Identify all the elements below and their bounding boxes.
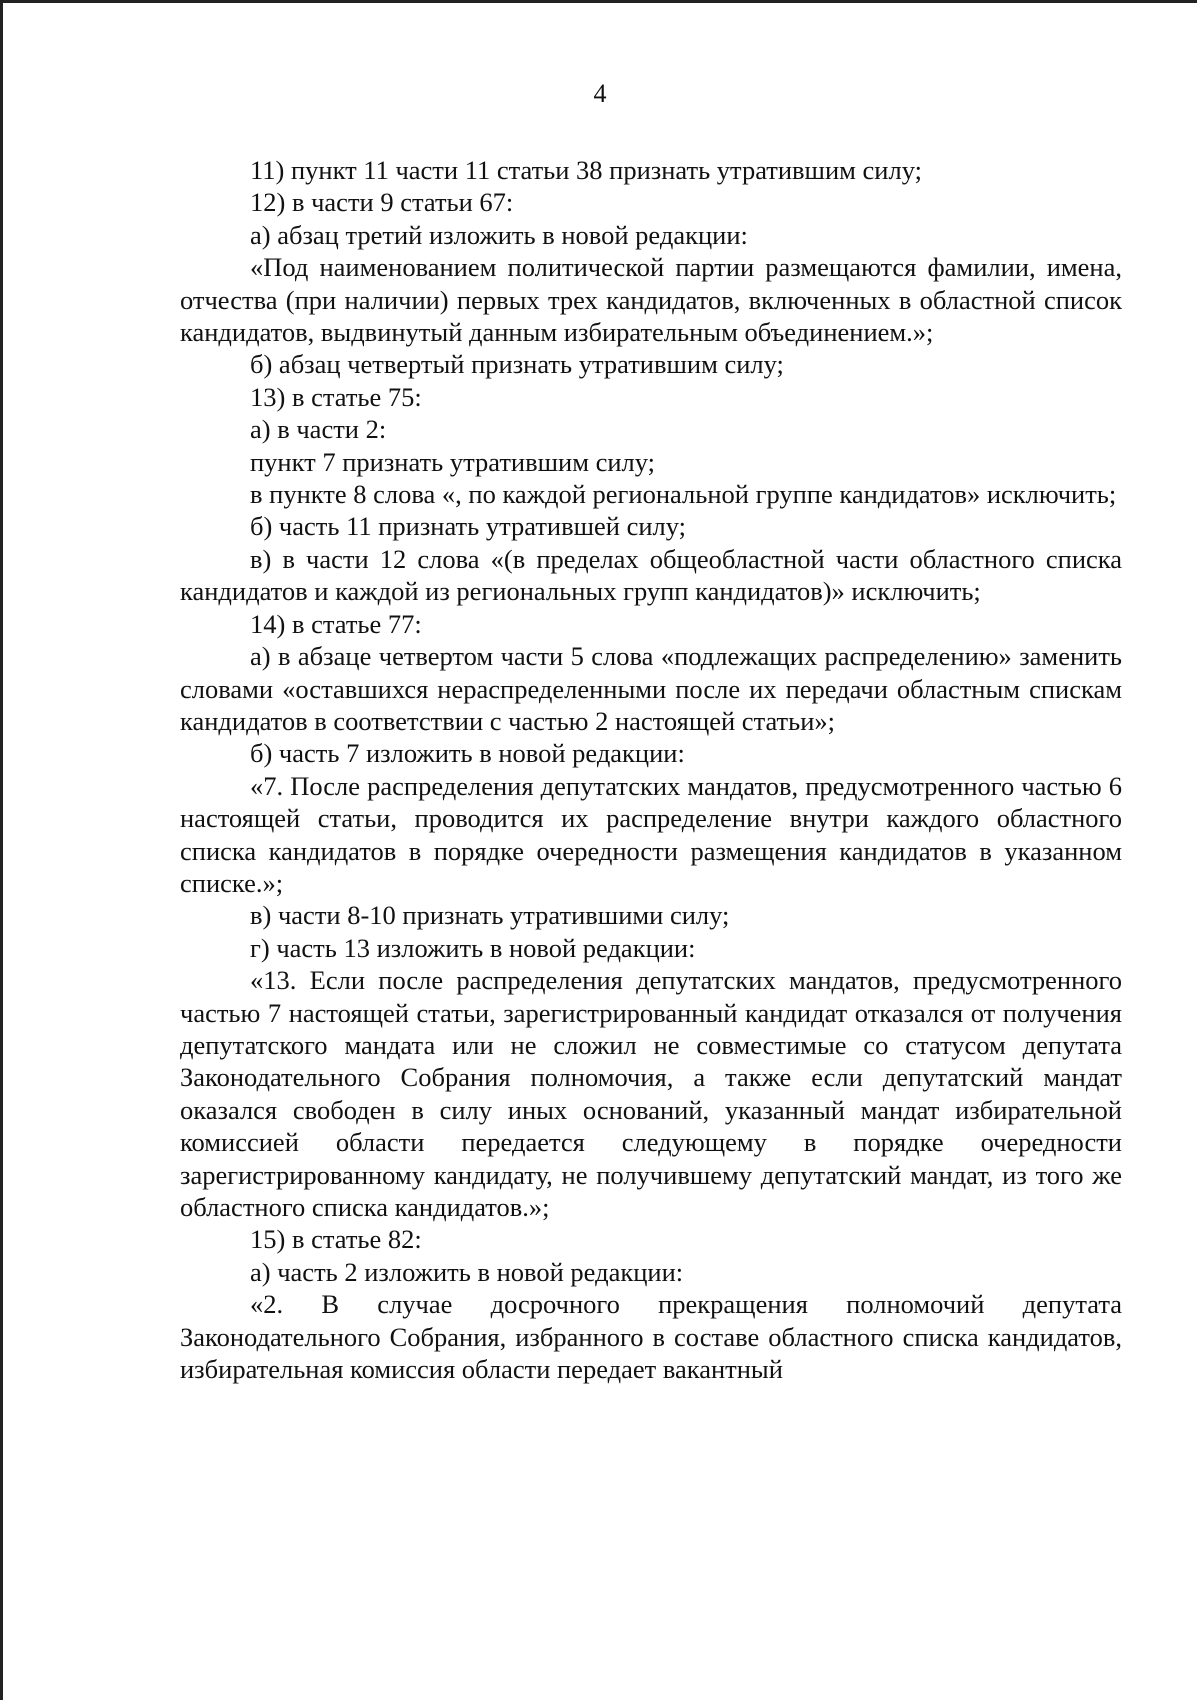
paragraph-1: 11) пункт 11 части 11 статьи 38 признать утратившим силу; <box>250 155 922 185</box>
page-number: 4 <box>593 79 607 108</box>
paragraph-18: «13. Если после распределения депутатских мандатов, предусмотренного частью 7 настоящей статьи, зарегистрированный кандидат отказался от получения депутатского мандата или не сложил не совместимые со статусом депутата Законодательного Собрания полномочия, а также если депутатский мандат оказался свободен в силу иных оснований, указанный мандат избирательной комиссией области передается следующему в порядке очередности зарегистрированному кандидату, не получившему депутатский мандат, из того же областного списка кандидатов.»; <box>180 965 1122 1222</box>
paragraph-13: а) в абзаце четвертом части 5 слова «подлежащих распределению» заменить словами «оставшихся нераспределенными после их передачи областным спискам кандидатов в соответствии с частью 2 настоящей статьи»; <box>180 641 1122 736</box>
paragraph-5: б) абзац четвертый признать утратившим силу; <box>250 349 784 380</box>
paragraph-7: а) в части 2: <box>250 414 387 445</box>
paragraph-12: 14) в статье 77: <box>250 608 422 639</box>
paragraph-4: «Под наименованием политической партии размещаются фамилии, имена, отчества (при наличии) первых трех кандидатов, включенных в областной список кандидатов, выдвинутый данным избирательным объединением.»; <box>180 252 1122 348</box>
document-body <box>180 154 1122 1385</box>
paragraph-17: г) часть 13 изложить в новой редакции: <box>250 932 696 963</box>
paragraph-2: 12) в части 9 статьи 67: <box>250 187 514 218</box>
paragraph-20: а) часть 2 изложить в новой редакции: <box>250 1256 684 1287</box>
paragraph-11: в) в части 12 слова «(в пределах общеобластной части областного списка кандидатов и каждой из региональных групп кандидатов)» исключить; <box>180 543 1122 607</box>
paragraph-21: «2. В случае досрочного прекращения полномочий депутата Законодательного Собрания, избранного в составе областного списка кандидатов, избирательная комиссия области передает вакантный <box>180 1289 1122 1385</box>
paragraph-14: б) часть 7 изложить в новой редакции: <box>250 738 685 769</box>
paragraph-19: 15) в статье 82: <box>250 1224 422 1255</box>
paragraph-8: пункт 7 признать утратившим силу; <box>250 446 656 477</box>
paragraph-9: в пункте 8 слова «, по каждой региональной группе кандидатов» исключить; <box>250 479 1117 510</box>
paragraph-15: «7. После распределения депутатских мандатов, предусмотренного частью 6 настоящей статьи, проводится их распределение внутри каждого областного списка кандидатов в порядке очередности размещения кандидатов в указанном списке.»; <box>180 770 1122 898</box>
paragraph-3: а) абзац третий изложить в новой редакции: <box>250 219 748 250</box>
paragraph-10: б) часть 11 признать утратившей силу; <box>250 511 687 542</box>
paragraph-6: 13) в статье 75: <box>250 381 422 412</box>
paragraph-16: в) части 8-10 признать утратившими силу; <box>250 900 730 931</box>
